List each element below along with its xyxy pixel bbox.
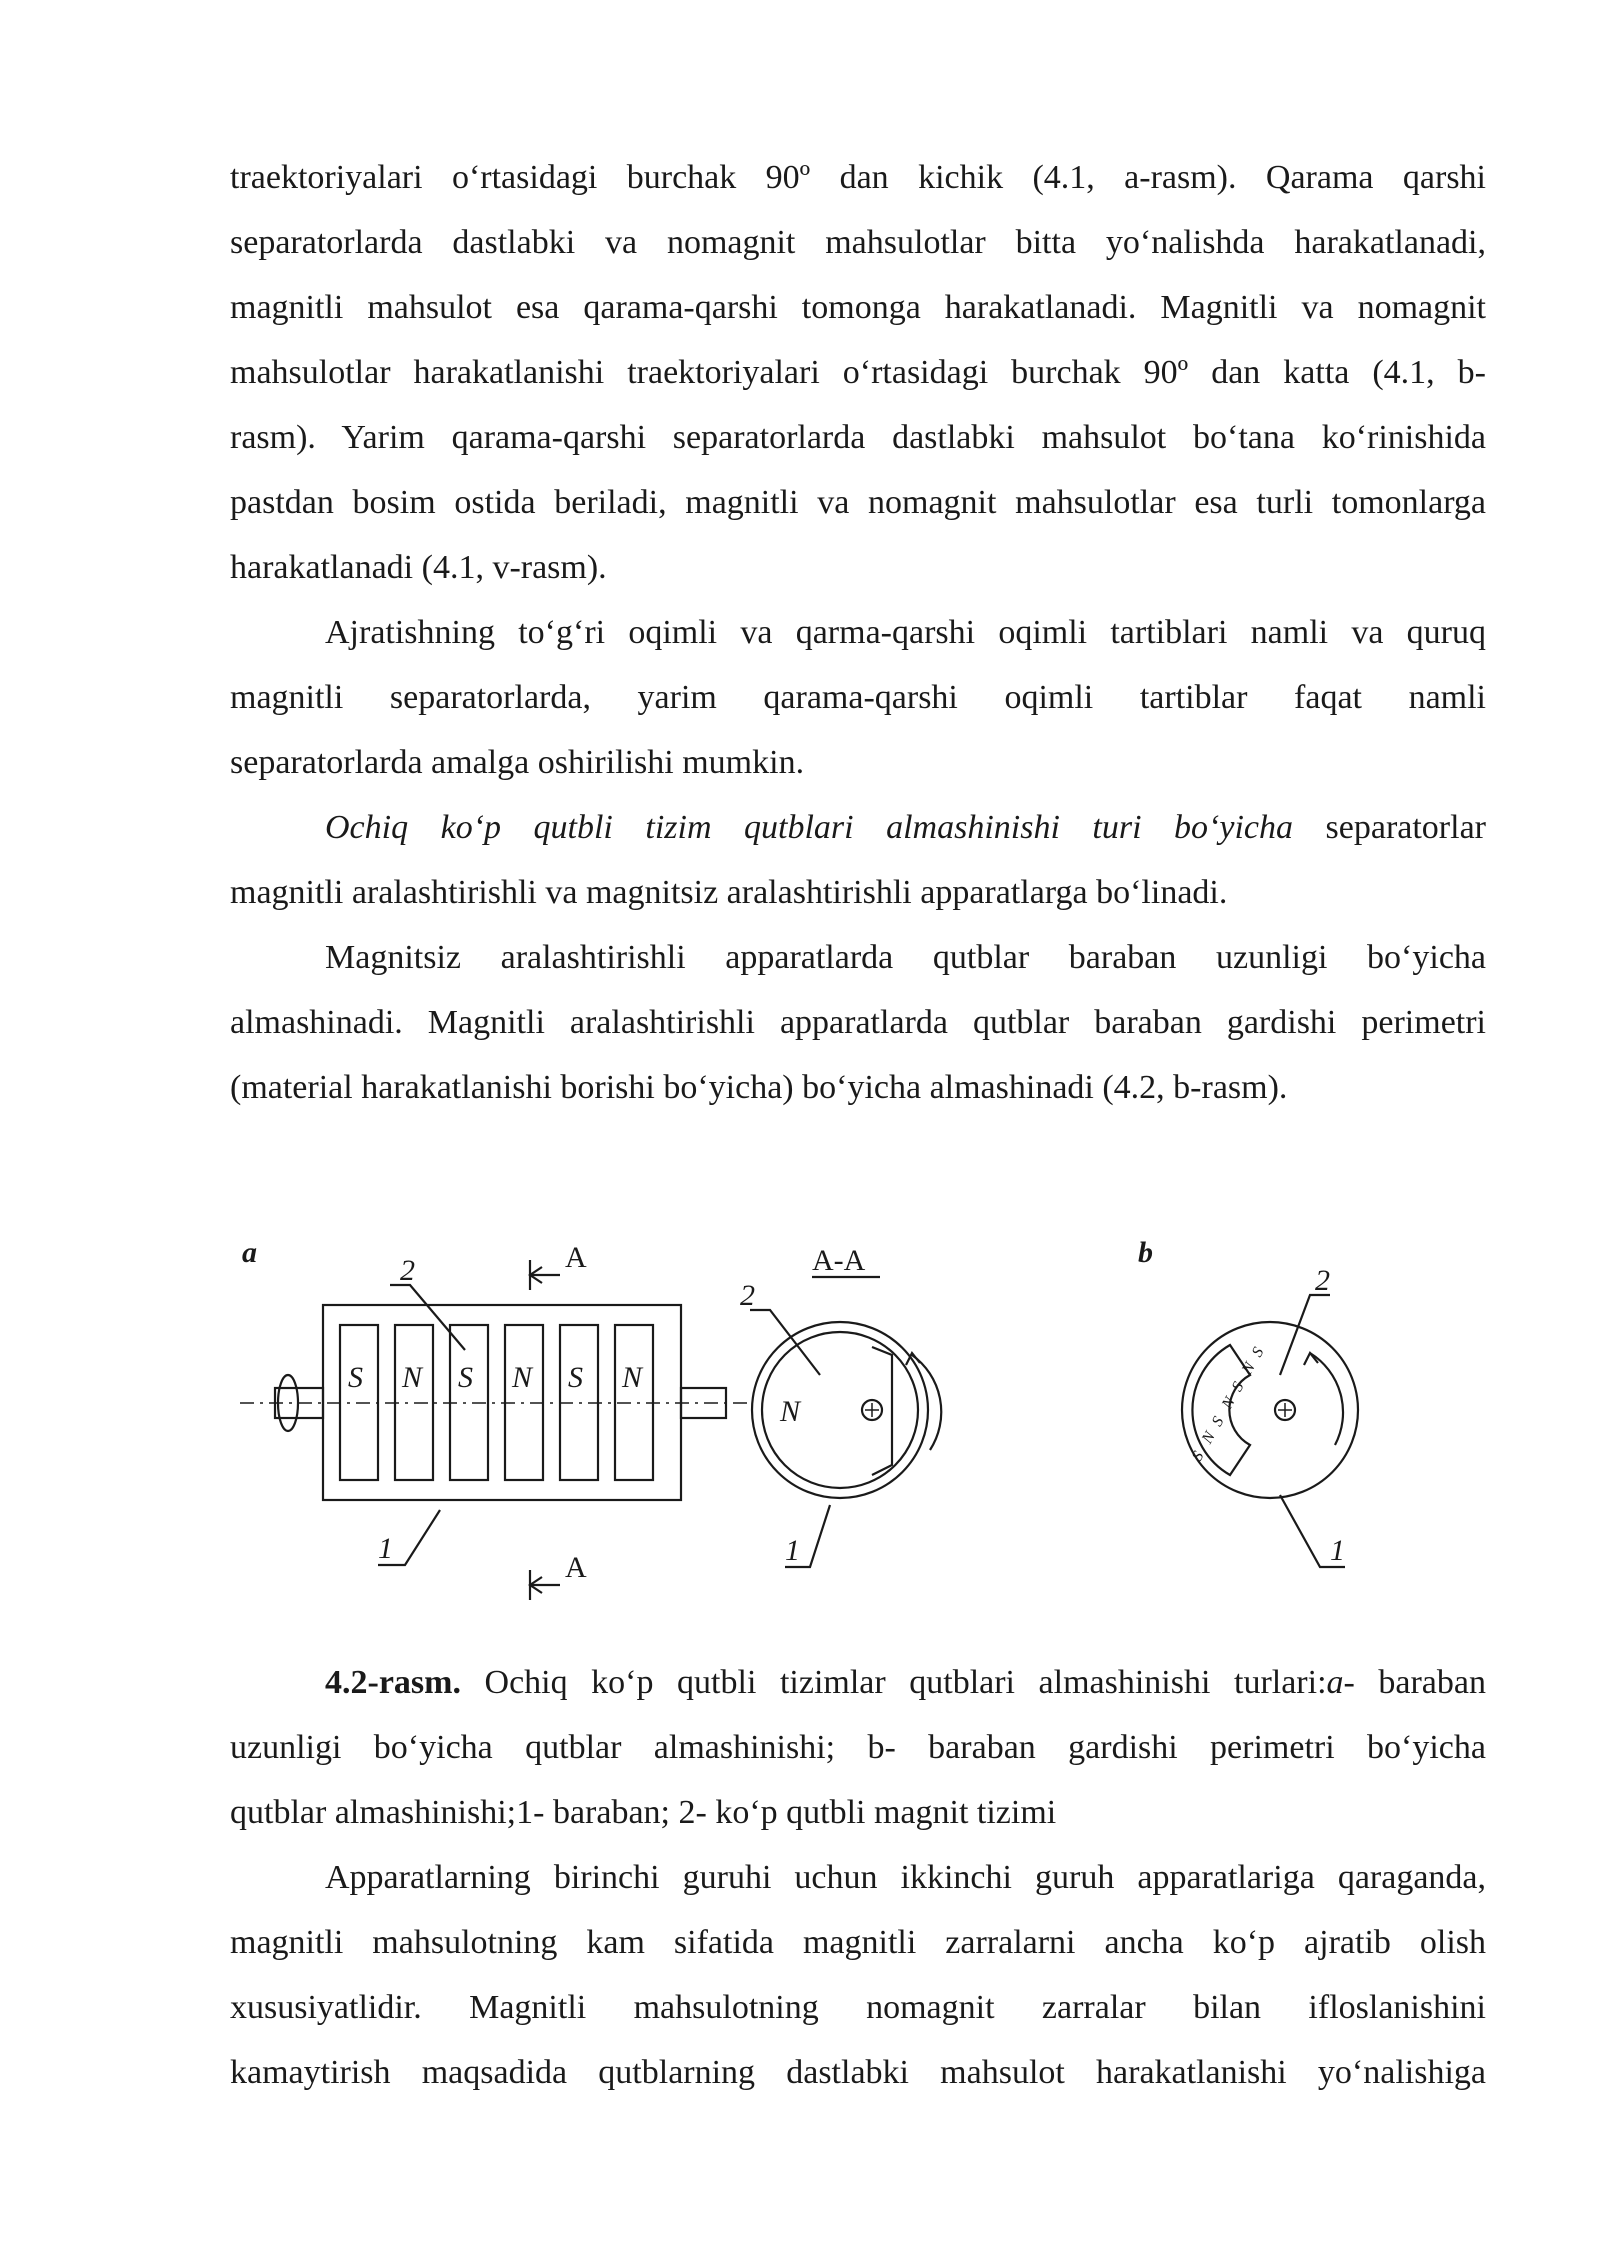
text-line: magnitli separatorlarda, yarim qarama-qarshi oqimli tartiblar faqat namli xyxy=(230,679,1486,716)
drum-cross-section xyxy=(752,1322,928,1498)
pole-label: S xyxy=(348,1361,363,1394)
text-line: Magnitsiz aralashtirishli apparatlarda qutblar baraban uzunligi bo‘yicha xyxy=(325,939,1486,976)
caption-number: 4.2-rasm. xyxy=(325,1664,461,1701)
b-pole-label: S xyxy=(1228,1379,1248,1395)
b-pole-label: S xyxy=(1208,1413,1228,1430)
text-line: magnitli mahsulot esa qarama-qarshi tomonga harakatlanadi. Magnitli va nomagnit xyxy=(230,289,1486,326)
cross-section-pole-label: N xyxy=(780,1395,801,1428)
italic-lead: Ochiq ko‘p qutbli tizim qutblari almashinishi turi bo‘yicha xyxy=(325,809,1294,846)
pole-label: N xyxy=(402,1361,423,1394)
callout-1: 1 xyxy=(785,1534,800,1567)
text-line: traektoriyalari o‘rtasidagi burchak 90º dan kichik (4.1, a-rasm). Qarama qarshi xyxy=(230,159,1486,196)
b-pole-label: S xyxy=(1248,1344,1268,1361)
caption-line: uzunligi bo‘yicha qutblar almashinishi; b- baraban gardishi perimetri bo‘yicha xyxy=(230,1729,1486,1766)
text-line: Ajratishning to‘g‘ri oqimli va qarma-qarshi oqimli tartiblari namli va quruq xyxy=(325,614,1486,651)
text-line: magnitli aralashtirishli va magnitsiz aralashtirishli apparatlarga bo‘linadi. xyxy=(230,874,1228,911)
drum-b xyxy=(1182,1322,1358,1498)
b-pole-label: S xyxy=(1188,1448,1208,1464)
paragraph-5 xyxy=(230,1845,1486,2105)
text-line: almashinadi. Magnitli aralashtirishli apparatlarda qutblar baraban gardishi perimetri xyxy=(230,1004,1486,1041)
text-line: harakatlanadi (4.1, v-rasm). xyxy=(230,549,607,586)
figure-caption xyxy=(230,1650,1486,1845)
pole-label: N xyxy=(512,1361,533,1394)
pole-label: N xyxy=(622,1361,643,1394)
section-view-label: A-A xyxy=(812,1244,866,1277)
caption-line: qutblar almashinishi;1- baraban; 2- ko‘p qutbli magnit tizimi xyxy=(230,1794,1057,1831)
callout-1: 1 xyxy=(1330,1534,1345,1567)
caption-text: Ochiq ko‘p qutbli tizimlar qutblari almashinishi turlari: xyxy=(460,1664,1327,1701)
pole-label: S xyxy=(458,1361,473,1394)
callout-2: 2 xyxy=(400,1254,415,1287)
text-line: Apparatlarning birinchi guruhi uchun ikkinchi guruh apparatlariga qaraganda, xyxy=(325,1859,1486,1896)
figure-4-2 xyxy=(230,1225,1486,1625)
panel-b-label: b xyxy=(1138,1236,1153,1269)
text-line: separatorlarda amalga oshirilishi mumkin. xyxy=(230,744,805,781)
text-line: xususiyatlidir. Magnitli mahsulotning nomagnit zarralar bilan ifloslanishini xyxy=(230,1989,1486,2026)
leader-line-2a xyxy=(390,1285,465,1350)
text-line: rasm). Yarim qarama-qarshi separatorlarda dastlabki mahsulot bo‘tana ko‘rinishida xyxy=(230,419,1486,456)
paragraph-4 xyxy=(230,925,1486,1120)
rotation-arrow-b xyxy=(1310,1353,1343,1445)
text-line: separatorlarda dastlabki va nomagnit mahsulotlar bitta yo‘nalishda harakatlanadi, xyxy=(230,224,1486,261)
panel-a-label: a xyxy=(242,1236,257,1269)
figure-drawing xyxy=(230,1225,1486,1625)
arrow-head xyxy=(1304,1353,1318,1365)
text-line: (material harakatlanishi borishi bo‘yicha) bo‘yicha almashinadi (4.2, b-rasm). xyxy=(230,1069,1288,1106)
section-label-bottom: A xyxy=(565,1551,587,1584)
paragraph-1 xyxy=(230,145,1486,600)
text-line xyxy=(230,795,1486,860)
callout-2: 2 xyxy=(740,1279,755,1312)
text-line: kamaytirish maqsadida qutblarning dastlabki mahsulot harakatlanishi yo‘nalishiga xyxy=(230,2054,1486,2091)
paragraph-3 xyxy=(230,795,1486,925)
b-pole-label: N xyxy=(1218,1394,1239,1412)
text-rest: separatorlar xyxy=(1293,809,1486,846)
pole-label: S xyxy=(568,1361,583,1394)
callout-2: 2 xyxy=(1315,1264,1330,1297)
b-pole-label: N xyxy=(1238,1359,1259,1378)
caption-line xyxy=(230,1650,1486,1715)
callout-1: 1 xyxy=(378,1532,393,1565)
caption-italic: a xyxy=(1326,1664,1344,1701)
text-line: mahsulotlar harakatlanishi traektoriyalari o‘rtasidagi burchak 90º dan katta (4.1, b- xyxy=(230,354,1486,391)
section-label-top: A xyxy=(565,1241,587,1274)
text-line: magnitli mahsulotning kam sifatida magnitli zarralarni ancha ko‘p ajratib olish xyxy=(230,1924,1486,1961)
b-pole-label: N xyxy=(1198,1428,1219,1447)
caption-text: - baraban xyxy=(1343,1664,1486,1701)
text-line: pastdan bosim ostida beriladi, magnitli va nomagnit mahsulotlar esa turli tomonlarga xyxy=(230,484,1486,521)
paragraph-2 xyxy=(230,600,1486,795)
